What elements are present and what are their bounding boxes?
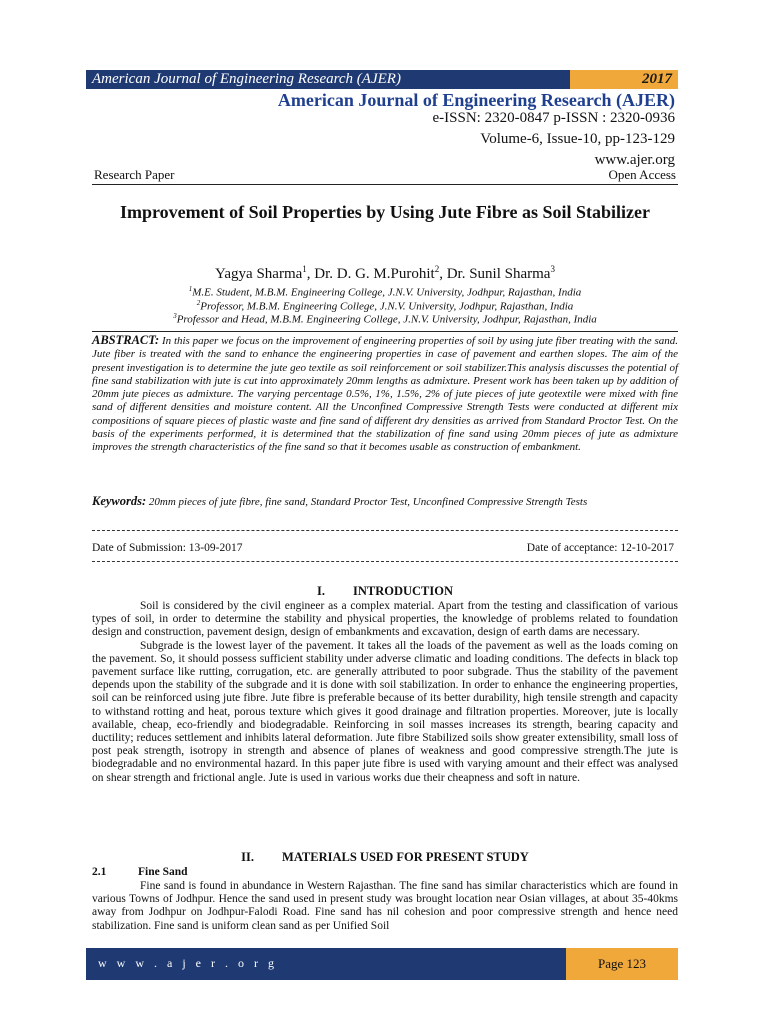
paragraph: Subgrade is the lowest layer of the pavement. It takes all the loads of the pavement as well as the loads coming on the pavement. So, it should possess sufficient stability under adverse climatic and loading conditions. The defects in black top pavement surface like rutting, corrugation, etc. are generally attributed to poor subgrade. Thus the stability of the pavement depends upon the stability of the subgrade and it is done with soil stabilization. In order to enhance the engineering properties, soil can be reinforced using jute fibre. Jute fibre is preferable because of its better durability, high tensile strength and capacity to withstand rotting and heat, porous texture which gives it good drainage and filtration properties. Moreover, jute is locally available, cheap, eco-friendly and biodegradable. Reinforcing in soil masses increases its strength, bearing capacity and ductility; reduces settlement and inhibits lateral deformation. Jute fibre Stabilized soils show greater extensibility, small loss of post peak strength, isotropy in strength and absence of planes of weakness and good compressive strength.The jute is biodegradable and no environmental hazard. In this paper jute fibre is used with varying amount and their effect was analysed on shear strength and frictional angle. Jute is used in various works due their cheapness and soft in nature. <box>92 639 678 784</box>
abstract-label: ABSTRACT: <box>92 333 160 347</box>
author-name: Dr. D. G. M.Purohit <box>314 266 435 282</box>
paper-type: Research Paper <box>94 167 175 182</box>
abstract-text: In this paper we focus on the improvement of engineering properties of soil by using jute fiber treating with the sand. Jute fiber is treated with the sand to enhance the engineering properties in case of pavement and earthen slopes. The aim of the present investigation is to determine the jute geo textile as soil reinforcement or soil stabilizer.This analysis discusses the potential of fine sand stabilization with jute is cut into approximately 20mm lengths as admixture. Present work has been taken up by addition of 20mm jute pieces as admixture. The varying percentage 0.5%, 1%, 1.5%, 2% of jute pieces of jute geotextile were mixed with fine sand of different densities and moisture content. All the Unconfined Compressive Strength Tests were conducted at different mix compositions of square pieces of plastic waste and fine sand of different dry densities as arrived from Standard Proctor Test. On the basis of the experiments performed, it is determined that the stabilization of fine sand using 20mm pieces of jute as admixture improves the strength characteristics of the fine sand so that it becomes usable as construction of embankment. <box>92 335 678 454</box>
keywords-label: Keywords: <box>92 494 147 508</box>
paragraph: Soil is considered by the civil engineer as a complex material. Apart from the testing and classification of various types of soil, in order to determine the stability and physical properties, the knowledge of problems related to foundation design and construction, pavement design, design of embankments and excavation, design of earth dams are necessary. <box>92 600 678 639</box>
author-name: Yagya Sharma <box>215 266 303 282</box>
journal-website-link[interactable]: www.ajer.org <box>594 152 675 168</box>
banner-journal-name: American Journal of Engineering Research (AJER) <box>86 70 570 89</box>
abstract-rule <box>92 331 678 332</box>
paragraph: Fine sand is found in abundance in Western Rajasthan. The fine sand has similar characteristics which are found in various Towns of Jodhpur. Hence the sand used in present study was brought location near Osian villages, at about 35-40kms away from Jodhpur on Jodhpur-Falodi Road. Fine sand has nil cohesion and poor compressive strength and hence need stabilization. Fine sand is uniform clean sand as per Unified Soil <box>92 880 678 932</box>
affiliation-sup: 2 <box>196 299 201 307</box>
date-acceptance: Date of acceptance: 12-10-2017 <box>526 542 674 554</box>
subsection-title: Fine Sand <box>138 866 188 878</box>
section-title: MATERIALS USED FOR PRESENT STUDY <box>282 850 529 864</box>
journal-banner <box>86 70 678 89</box>
banner-year: 2017 <box>570 70 678 89</box>
issn: e-ISSN: 2320-0847 p-ISSN : 2320-0936 <box>432 110 675 126</box>
introduction-body <box>92 600 678 785</box>
divider-dashed <box>92 561 678 562</box>
paper-meta-row <box>94 166 676 184</box>
author-sup: 2 <box>434 264 440 274</box>
fine-sand-body <box>92 880 678 933</box>
author-separator: , <box>439 266 447 282</box>
journal-title: American Journal of Engineering Research (AJER) <box>277 90 675 110</box>
affiliation <box>92 309 678 327</box>
affiliation-text: Professor and Head, M.B.M. Engineering College, J.N.V. University, Jodhpur, Rajasthan, India <box>176 313 597 326</box>
affiliation-sup: 3 <box>173 312 177 320</box>
affiliation-sup: 1 <box>188 285 193 293</box>
section-number: I. <box>316 584 325 598</box>
section-title: INTRODUCTION <box>352 584 453 598</box>
author-separator: , <box>306 266 315 282</box>
date-submission: Date of Submission: 13-09-2017 <box>92 542 243 554</box>
page-number: Page 123 <box>566 948 678 980</box>
affiliation-text: M.E. Student, M.B.M. Engineering College, J.N.V. University, Jodhpur, Rajasthan, India <box>192 286 582 299</box>
footer-website: w w w . a j e r . o r g <box>86 948 566 980</box>
divider-dashed <box>92 530 678 531</box>
section-heading-materials <box>92 849 678 865</box>
access-type: Open Access <box>608 167 676 182</box>
keywords <box>92 494 678 509</box>
volume-issue: Volume-6, Issue-10, pp-123-129 <box>480 131 675 147</box>
affiliation-text: Professor, M.B.M. Engineering College, J.N.V. University, Jodhpur, Rajasthan, India <box>200 300 574 313</box>
author-sup: 1 <box>302 264 307 274</box>
subsection-heading-fine-sand <box>92 865 188 879</box>
abstract <box>92 334 678 455</box>
header-rule <box>92 184 678 185</box>
page-footer <box>86 948 678 980</box>
author-sup: 3 <box>550 264 555 274</box>
author-name: Dr. Sunil Sharma <box>446 266 551 282</box>
keywords-text: 20mm pieces of jute fibre, fine sand, Standard Proctor Test, Unconfined Compressive Strength Tests <box>148 496 588 508</box>
section-heading-introduction <box>92 583 678 599</box>
author-list <box>92 259 678 284</box>
paper-title: Improvement of Soil Properties by Using Jute Fibre as Soil Stabilizer <box>120 202 650 222</box>
subsection-number: 2.1 <box>92 866 107 878</box>
section-number: II. <box>241 850 255 864</box>
